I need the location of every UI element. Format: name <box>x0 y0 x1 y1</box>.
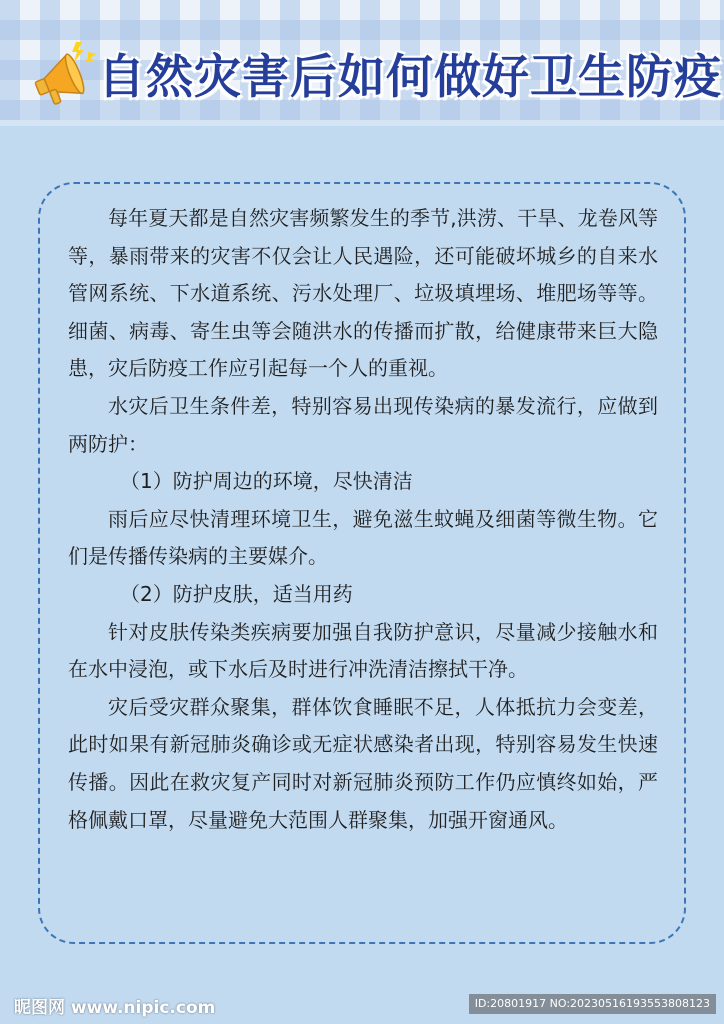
paragraph-intro: 每年夏天都是自然灾害频繁发生的季节,洪涝、干旱、龙卷风等等，暴雨带来的灾害不仅会让人民遇险，还可能破坏城乡的自来水管网系统、下水道系统、污水处理厂、垃圾填埋场、堆肥场等等。细菌、病毒、寄生虫等会随洪水的传播而扩散，给健康带来巨大隐患，灾后防疫工作应引起每一个人的重视。 <box>68 206 658 381</box>
subheading-environment: （1）防护周边的环境，尽快清洁 <box>120 469 413 494</box>
image-id-label: ID:20801917 NO:20230516193553808123 <box>469 994 716 1014</box>
paragraph-flood-conditions: 水灾后卫生条件差，特别容易出现传染病的暴发流行，应做到两防护： <box>68 393 658 456</box>
paragraph-covid: 灾后受灾群众聚集，群体饮食睡眠不足，人体抵抗力会变差，此时如果有新冠肺炎确诊或无症状感染者出现，特别容易发生快速传播。因此在救灾复产同时对新冠肺炎预防工作仍应慎终如始，严格佩戴口罩，尽量避免大范围人群聚集，加强开窗通风。 <box>68 694 658 832</box>
page-title: 自然灾害后如何做好卫生防疫 <box>98 50 722 105</box>
watermark-logo: 昵图网 www.nipic.com <box>14 998 216 1018</box>
paragraph-environment: 雨后应尽快清理环境卫生，避免滋生蚊蝇及细菌等微生物。它们是传播传染病的主要媒介。 <box>68 506 658 569</box>
subheading-skin: （2）防护皮肤，适当用药 <box>120 581 353 606</box>
article-body <box>68 200 658 839</box>
paragraph-skin: 针对皮肤传染类疾病要加强自我防护意识，尽量减少接触水和在水中浸泡，或下水后及时进行冲洗清洁擦拭干净。 <box>68 619 658 682</box>
megaphone-icon <box>26 40 98 112</box>
header-banner <box>0 0 724 126</box>
